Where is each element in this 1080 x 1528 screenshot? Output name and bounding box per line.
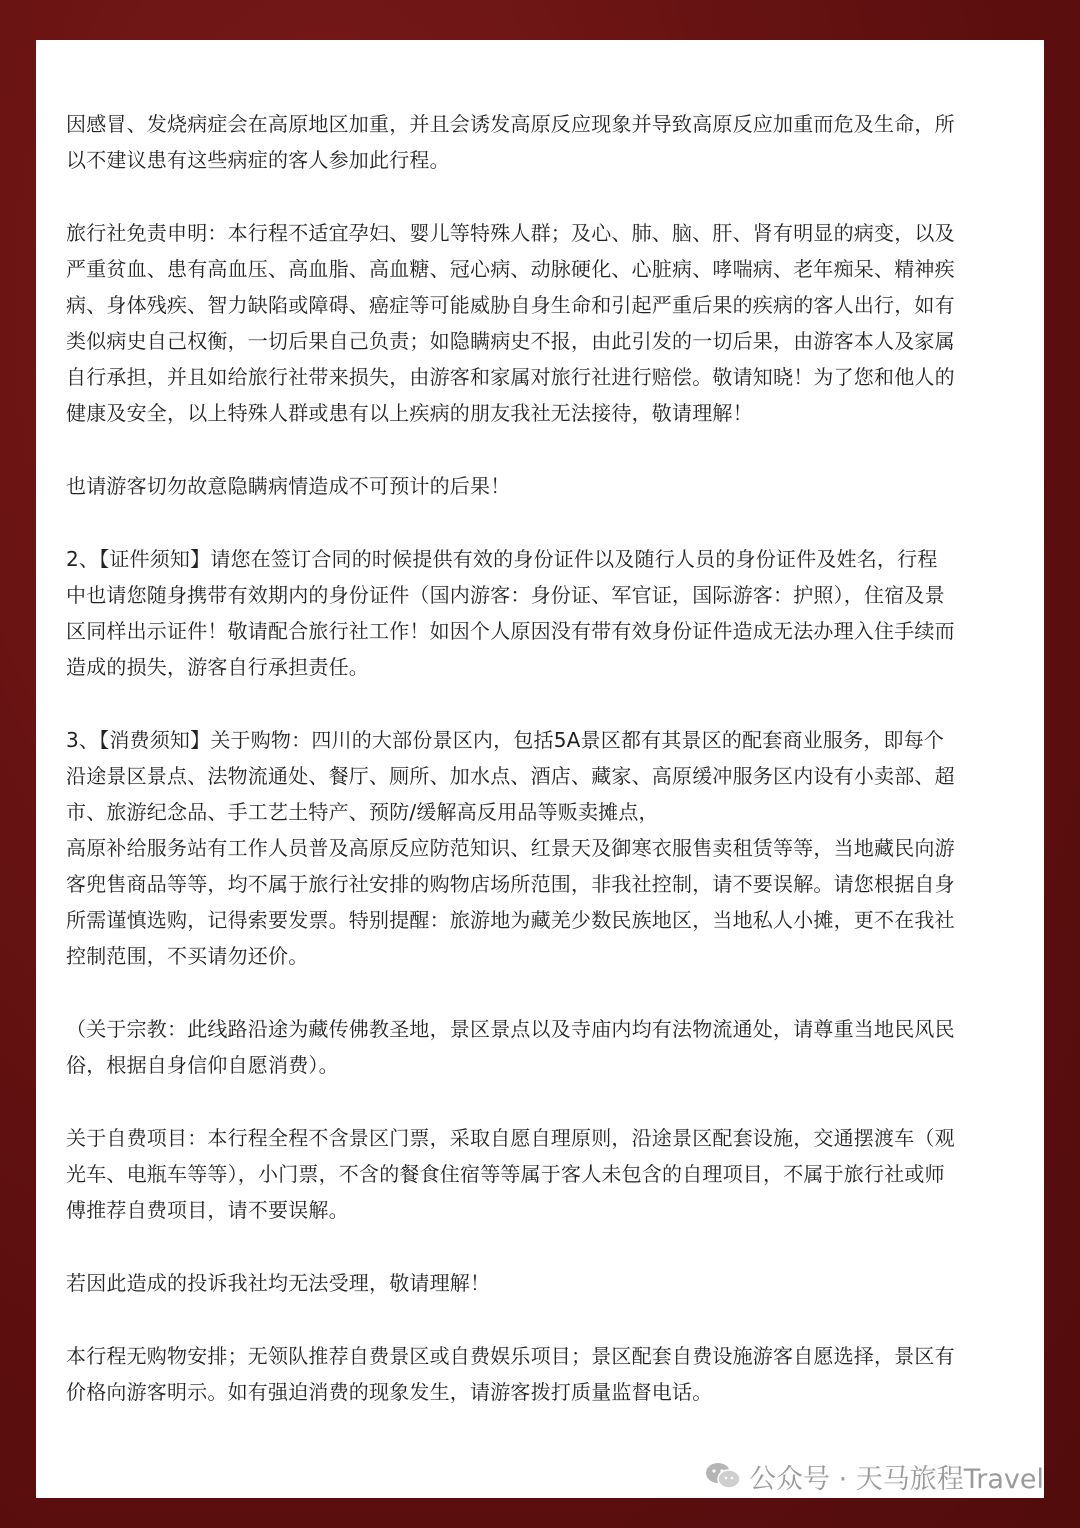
text-line: 3、【消费须知】关于购物：四川的大部份景区内，包括5A景区都有其景区的配套商业服务，即每个 — [66, 728, 945, 752]
text-line: 关于自费项目：本行程全程不含景区门票，采取自愿自理原则，沿途景区配套设施，交通摆渡车（观 — [66, 1126, 955, 1150]
paragraph — [66, 722, 1014, 974]
paragraph — [66, 1120, 1014, 1228]
document-body — [66, 106, 1014, 1410]
paragraph — [66, 1265, 1014, 1301]
text-line: 市、旅游纪念品、手工艺土特产、预防/缓解高反用品等贩卖摊点， — [66, 800, 659, 824]
text-line: 自行承担，并且如给旅行社带来损失，由游客和家属对旅行社进行赔偿。敬请知晓！为了您和他人的 — [66, 365, 955, 389]
paragraph — [66, 106, 1014, 178]
text-line: 区同样出示证件！敬请配合旅行社工作！如因个人原因没有带有效身份证件造成无法办理入住手续而 — [66, 619, 955, 643]
text-line: 傅推荐自费项目，请不要误解。 — [66, 1198, 349, 1222]
text-line: 因感冒、发烧病症会在高原地区加重，并且会诱发高原反应现象并导致高原反应加重而危及生命，所 — [66, 112, 955, 136]
wechat-icon — [705, 1461, 741, 1491]
paragraph — [66, 468, 1014, 504]
text-line: 2、【证件须知】请您在签订合同的时候提供有效的身份证件以及随行人员的身份证件及姓名，行程 — [66, 547, 938, 571]
text-line: 本行程无购物安排；无领队推荐自费景区或自费娱乐项目；景区配套自费设施游客自愿选择，景区有 — [66, 1344, 955, 1368]
text-line: 以不建议患有这些病症的客人参加此行程。 — [66, 148, 450, 172]
text-line: 光车、电瓶车等等），小门票，不含的餐食住宿等等属于客人未包含的自理项目，不属于旅行社或师 — [66, 1162, 945, 1186]
text-line: 所需谨慎选购，记得索要发票。特别提醒：旅游地为藏羌少数民族地区，当地私人小摊，更不在我社 — [66, 908, 955, 932]
text-line: 客兜售商品等等，均不属于旅行社安排的购物店场所范围，非我社控制，请不要误解。请您根据自身 — [66, 872, 955, 896]
watermark-footer — [705, 1456, 1044, 1496]
text-line: 沿途景区景点、法物流通处、餐厅、厕所、加水点、酒店、藏家、高原缓冲服务区内设有小卖部、超 — [66, 764, 955, 788]
paragraph — [66, 1011, 1014, 1083]
paragraph — [66, 541, 1014, 685]
text-line: 价格向游客明示。如有强迫消费的现象发生，请游客拨打质量监督电话。 — [66, 1380, 713, 1404]
document-page — [36, 40, 1044, 1498]
text-line: 高原补给服务站有工作人员普及高原反应防范知识、红景天及御寒衣服售卖租赁等等，当地藏民向游 — [66, 836, 955, 860]
text-line: 俗，根据自身信仰自愿消费）。 — [66, 1053, 339, 1077]
text-line: 病、身体残疾、智力缺陷或障碍、癌症等可能威胁自身生命和引起严重后果的疾病的客人出行，如有 — [66, 293, 955, 317]
text-line: 中也请您随身携带有效期内的身份证件（国内游客：身份证、军官证，国际游客：护照），住宿及景 — [66, 583, 945, 607]
watermark-text: 公众号 · 天马旅程Travel — [748, 1463, 1044, 1495]
text-line: 类似病史自己权衡，一切后果自己负责；如隐瞒病史不报，由此引发的一切后果，由游客本人及家属 — [66, 329, 955, 353]
text-line: 若因此造成的投诉我社均无法受理，敬请理解！ — [66, 1271, 491, 1295]
text-line: 严重贫血、患有高血压、高血脂、高血糖、冠心病、动脉硬化、心脏病、哮喘病、老年痴呆、精神疾 — [66, 257, 955, 281]
text-line: 也请游客切勿故意隐瞒病情造成不可预计的后果！ — [66, 474, 511, 498]
paragraph — [66, 1338, 1014, 1410]
text-line: 健康及安全，以上特殊人群或患有以上疾病的朋友我社无法接待，敬请理解！ — [66, 401, 753, 425]
text-line: 控制范围，不买请勿还价。 — [66, 944, 309, 968]
text-line: 造成的损失，游客自行承担责任。 — [66, 655, 369, 679]
text-line: 旅行社免责申明：本行程不适宜孕妇、婴儿等特殊人群；及心、肺、脑、肝、肾有明显的病变，以及 — [66, 221, 955, 245]
text-line: （关于宗教：此线路沿途为藏传佛教圣地，景区景点以及寺庙内均有法物流通处，请尊重当地民风民 — [66, 1017, 955, 1041]
paragraph — [66, 215, 1014, 431]
